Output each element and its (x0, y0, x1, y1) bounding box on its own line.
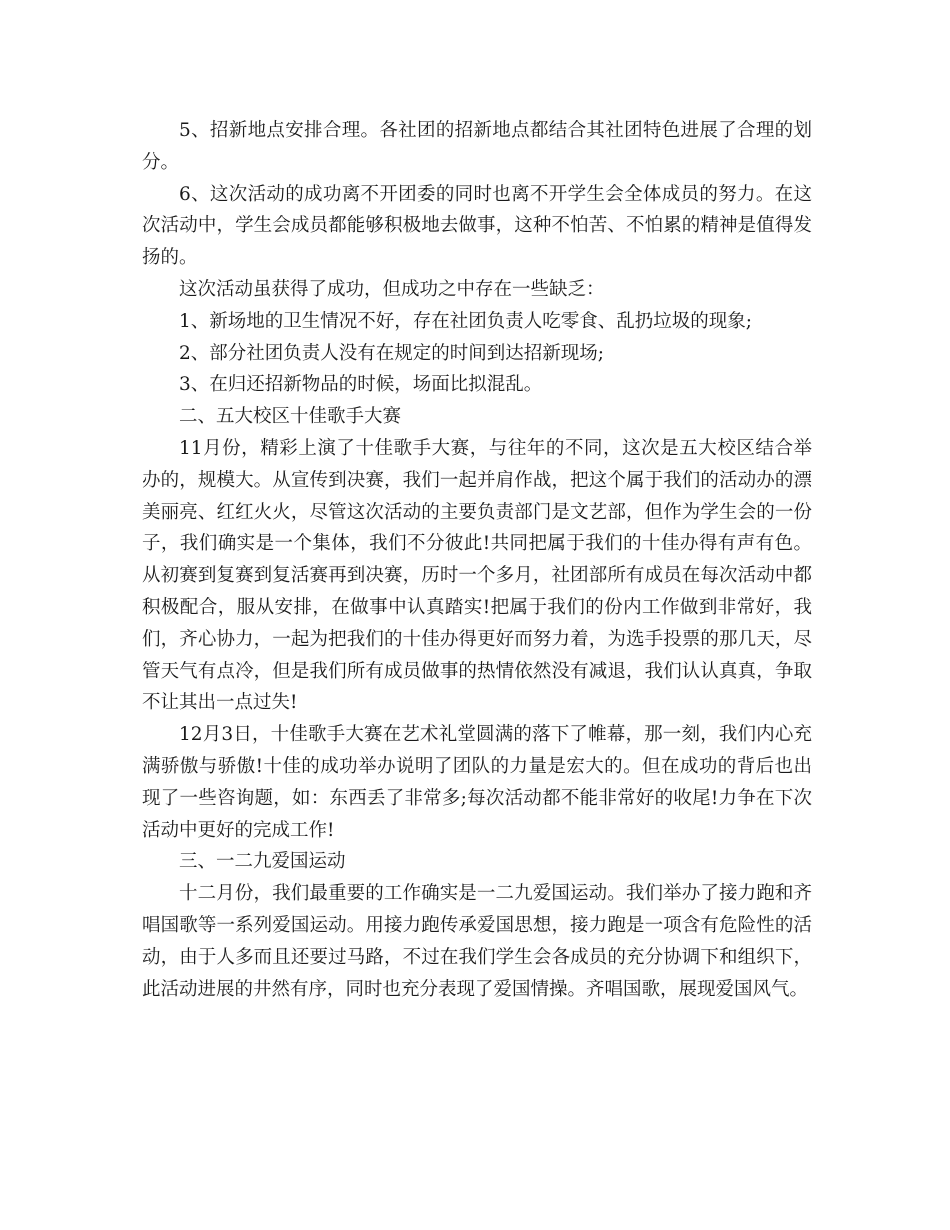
paragraph-item-6: 6、这次活动的成功离不开团委的同时也离不开学生会全体成员的努力。在这次活动中，学生会成员都能够积极地去做事，这种不怕苦、不怕累的精神是值得发扬的。 (142, 183, 812, 269)
paragraph-singer-contest-result: 12月3日，十佳歌手大赛在艺术礼堂圆满的落下了帷幕，那一刻，我们内心充满骄傲与骄傲!十佳的成功举办说明了团队的力量是宏大的。但在成功的背后也出现了一些咨询题，如：东西丢了非常多;每次活动都不能非常好的收尾!力争在下次活动中更好的完成工作! (142, 724, 812, 841)
paragraph-shortcoming-1: 1、新场地的卫生情况不好，存在社团负责人吃零食、乱扔垃圾的现象; (179, 310, 753, 332)
section-heading-singer-contest: 二、五大校区十佳歌手大赛 (179, 406, 402, 428)
document-body (142, 115, 812, 1005)
paragraph-item-5: 5、招新地点安排合理。各社团的招新地点都结合其社团特色进展了合理的划分。 (142, 120, 812, 173)
paragraph-shortcomings-intro: 这次活动虽获得了成功，但成功之中存在一些缺乏： (179, 278, 605, 300)
paragraph-singer-contest: 11月份，精彩上演了十佳歌手大赛，与往年的不同，这次是五大校区结合举办的，规模大。从宣传到决赛，我们一起并肩作战，把这个属于我们的活动办的漂美丽亮、红红火火，尽管这次活动的主要负责部门是文艺部，但作为学生会的一份子，我们确实是一个集体，我们不分彼此!共同把属于我们的十佳办得有声有色。从初赛到复赛到复活赛再到决赛，历时一个多月，社团部所有成员在每次活动中都积极配合，服从安排，在做事中认真踏实!把属于我们的份内工作做到非常好，我们，齐心协力，一起为把我们的十佳办得更好而努力着，为选手投票的那几天，尽管天气有点冷，但是我们所有成员做事的热情依然没有减退，我们认认真真，争取不让其出一点过失! (142, 437, 812, 714)
paragraph-patriotic-movement: 十二月份，我们最重要的工作确实是一二九爱国运动。我们举办了接力跑和齐唱国歌等一系列爱国运动。用接力跑传承爱国思想，接力跑是一项含有危险性的活动，由于人多而且还要过马路，不过在我们学生会各成员的充分协调下和组织下，此活动进展的井然有序，同时也充分表现了爱国情操。齐唱国歌，展现爱国风气。 (142, 883, 812, 1000)
paragraph-shortcoming-2: 2、部分社团负责人没有在规定的时间到达招新现场; (179, 342, 605, 364)
paragraph-shortcoming-3: 3、在归还招新物品的时候，场面比拟混乱。 (179, 374, 543, 396)
section-heading-patriotic-movement: 三、一二九爱国运动 (179, 851, 346, 873)
